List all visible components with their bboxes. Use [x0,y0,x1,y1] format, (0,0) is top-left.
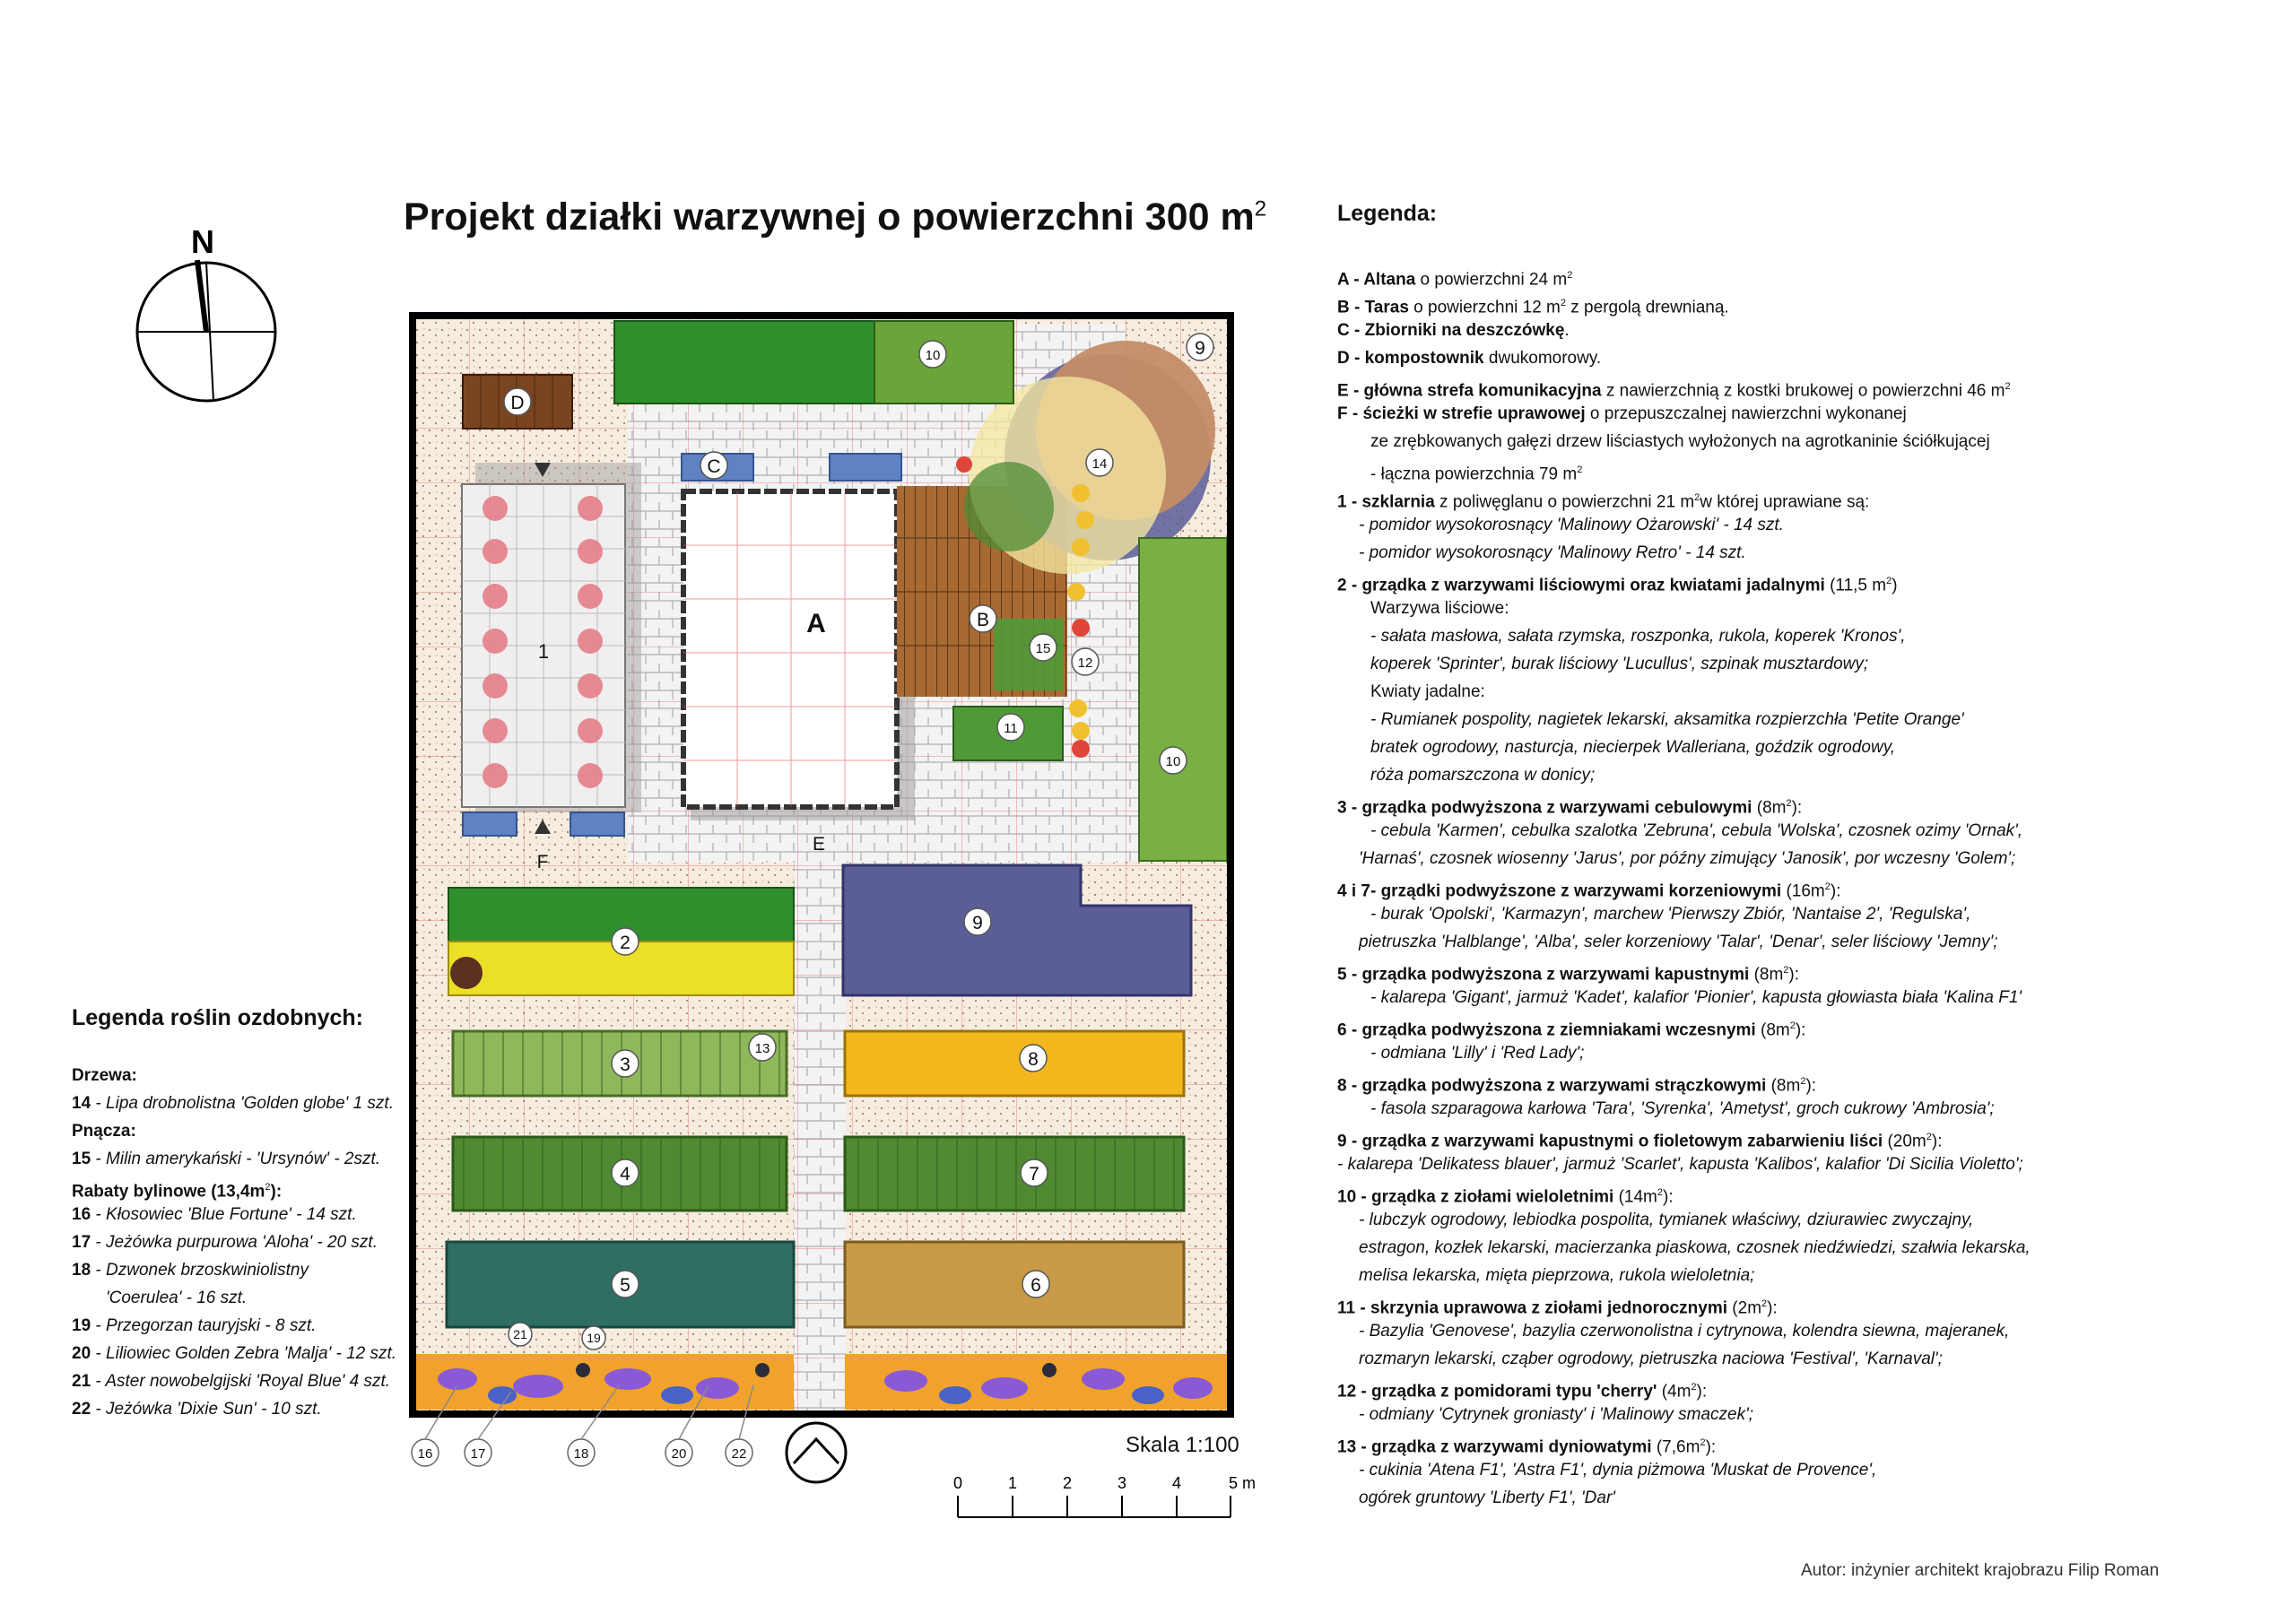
legend-item: - cukinia 'Atena F1', 'Astra F1', dynia piżmowa 'Muskat de Provence', [1359,1461,1877,1480]
ornamental-legend-item: 20 - Liliowiec Golden Zebra 'Malja' - 12 szt. [72,1344,397,1363]
legend-item: 13 - grządka z warzywami dyniowatymi $(7,6m^2)$: [1337,1437,1717,1457]
legend-item: - burak 'Opolski', 'Karmazyn', marchew 'Pierwszy Zbiór, 'Nantaise 2', 'Regulska', [1370,905,1971,924]
bed-10-right [1139,538,1227,861]
label-7: 7 [1029,1164,1039,1185]
label-9a: 9 [972,913,983,933]
pavilion-a [683,491,897,807]
legend-item: 2 - grządka z warzywami liściowymi oraz kwiatami jadalnymi (11,5 $m^2$) [1337,576,1898,595]
label-16: 16 [417,1446,433,1462]
legend-item: Warzywa liściowe: [1370,599,1509,618]
legend-item: bratek ogrodowy, nasturcja, niecierpek Walleriana, goździk ogrodowy, [1370,738,1896,757]
svg-text:0: 0 [952,1474,963,1492]
ornamental-legend-item: Drzewa: [72,1066,137,1085]
label-10a: 10 [925,348,941,363]
legend-item: C - Zbiorniki na deszczówkę. [1337,321,1570,340]
label-5: 5 [620,1275,631,1296]
label-e: E [812,834,826,855]
north-arrow [137,223,275,401]
legend-item: 8 - grządka podwyższona z warzywami strączkowymi $(8m^2)$: [1337,1076,1817,1096]
legend-item: F - ścieżki w strefie uprawowej o przepuszczalnej nawierzchni wykonanej [1337,404,1907,423]
legend-item: koperek 'Sprinter', burak liściowy 'Lucullus', szpinak musztardowy; [1370,655,1869,673]
ornamental-legend-item: 19 - Przegorzan tauryjski - 8 szt. [72,1316,317,1335]
legend-item: - Bazylia 'Genovese', bazylia czerwonolistna i cytrynowa, kolendra siewna, majeranek, [1359,1322,2010,1341]
scale-label: Skala 1:100 [1126,1433,1239,1457]
label-1: 1 [537,640,550,663]
ornamental-legend-item: 18 - Dzwonek brzoskwiniolistny [72,1261,309,1280]
legend-item: B - Taras o powierzchni 12 $m^2$ z pergolą drewnianą. [1337,298,1729,317]
label-9b: 9 [1195,338,1205,359]
legend-item: ze zrębkowanych gałęzi drzew liściastych wyłożonych na agrotkaninie ściółkującej [1370,432,1990,451]
label-6: 6 [1031,1275,1041,1296]
legend-item: - Rumianek pospolity, nagietek lekarski, aksamitka rozpierzchła 'Petite Orange' [1370,710,1964,729]
ornamental-legend-title: Legenda roślin ozdobnych: [72,1005,364,1030]
ornamental-legend-item: 22 - Jeżówka 'Dixie Sun' - 10 szt. [72,1400,322,1419]
legend-item: 12 - grządka z pomidorami typu 'cherry' $(4m^2)$: [1337,1382,1708,1402]
rain-tank-c2 [830,454,901,481]
label-3: 3 [620,1055,631,1075]
ornamental-legend-item: 16 - Kłosowiec 'Blue Fortune' - 14 szt. [72,1205,357,1224]
page-title: Projekt działki warzywnej o powierzchni 300 $m^2$ [404,195,1267,239]
legend-item: - pomidor wysokorosnący 'Malinowy Ożarowski' - 14 szt. [1359,516,1784,534]
label-12: 12 [1077,655,1093,671]
svg-text:1: 1 [1007,1474,1018,1492]
legend-item: - cebula 'Karmen', cebulka szalotka 'Zebruna', cebula 'Wolska', czosnek ozimy 'Ornak', [1370,821,2023,840]
legend-title: Legenda: [1337,201,1438,226]
ornamental-legend-item: 15 - Milin amerykański - 'Ursynów' - 2szt. [72,1150,381,1168]
legend-item: 9 - grządka z warzywami kapustnymi o fioletowym zabarwieniu liści $(20m^2)$: [1337,1132,1943,1151]
legend-item: - łączna powierzchnia 79 $m^2$ [1370,464,1583,484]
legend-item: 6 - grządka podwyższona z ziemniakami wczesnymi $(8m^2)$: [1337,1020,1806,1040]
bed-8 [845,1031,1184,1096]
legend-item: - odmiany 'Cytrynek groniasty' i 'Malinowy smaczek'; [1359,1405,1754,1424]
svg-text:N: N [191,223,214,260]
label-22: 22 [731,1446,747,1462]
legend-item: 10 - grządka z ziołami wieloletnimi $(14m^2)$: [1337,1187,1674,1207]
legend-item: A - Altana o powierzchni 24 $m^2$ [1337,270,1573,290]
ornamental-legend-item: Pnącza: [72,1122,136,1141]
legend-item: 4 i 7- grządki podwyższone z warzywami korzeniowymi $(16m^2)$: [1337,881,1841,901]
legend-item: - lubczyk ogrodowy, lebiodka pospolita, tymianek właściwy, dziurawiec zwyczajny, [1359,1211,1974,1229]
legend-item: 'Harnaś', czosnek wiosenny 'Jarus', por późny zimujący 'Janosik', por wczesny 'Golem'; [1359,849,2016,868]
scale-bar [953,1474,1256,1517]
legend-item: Kwiaty jadalne: [1370,682,1485,701]
label-21: 21 [513,1327,527,1341]
legend-item: D - kompostownik dwukomorowy. [1337,349,1602,368]
ornamental-legend-item: 21 - Aster nowobelgijski 'Royal Blue' 4 szt. [72,1372,391,1391]
label-4: 4 [620,1164,631,1185]
svg-text:5 m: 5 m [1228,1474,1257,1492]
bed-6 [845,1242,1184,1327]
legend-item: - fasola szparagowa karłowa 'Tara', 'Syrenka', 'Ametyst', groch cukrowy 'Ambrosia'; [1370,1099,1995,1118]
legend-item: pietruszka 'Halblange', 'Alba', seler korzeniowy 'Talar', 'Denar', seler liściowy 'Jemny'; [1359,933,1998,951]
label-10b: 10 [1165,754,1181,769]
svg-text:3: 3 [1117,1474,1127,1492]
label-15: 15 [1035,641,1051,656]
label-13: 13 [754,1041,770,1056]
svg-text:2: 2 [1062,1474,1073,1492]
legend-item: róża pomarszczona w donicy; [1370,766,1596,785]
label-f: F [536,852,549,872]
label-2: 2 [620,933,631,953]
ornamental-legend-item: 'Coerulea' - 16 szt. [106,1289,248,1307]
legend-item: - odmiana 'Lilly' i 'Red Lady'; [1370,1044,1585,1063]
bed-10-top-left [614,321,874,404]
label-8: 8 [1028,1049,1039,1070]
legend-item: melisa lekarska, mięta pieprzowa, rukola wieloletnia; [1359,1266,1755,1285]
legend-item: 11 - skrzynia uprawowa z ziołami jednorocznymi $(2m^2)$: [1337,1298,1778,1318]
ornamental-legend-item: 17 - Jeżówka purpurowa 'Aloha' - 20 szt. [72,1233,378,1252]
legend-item: 5 - grządka podwyższona z warzywami kapustnymi $(8m^2)$: [1337,965,1800,985]
label-20: 20 [671,1446,687,1462]
label-d: D [510,393,525,413]
legend-item: E - główna strefa komunikacyjna z nawierzchnią z kostki brukowej o powierzchni 46 $m^2$ [1337,381,2011,401]
legend-item: 1 - szklarnia z poliwęglanu o powierzchni 21 $m^2w$ której uprawiane są: [1337,492,1870,512]
legend-item: - sałata masłowa, sałata rzymska, roszponka, rukola, koperek 'Kronos', [1370,627,1906,646]
label-18: 18 [573,1446,589,1462]
legend-item: - pomidor wysokorosnący 'Malinowy Retro' - 14 szt. [1359,543,1746,562]
label-c: C [707,456,721,477]
ornamental-legend-item: Rabaty bylinowe $(13,4m^2)$: [72,1182,283,1202]
label-19: 19 [587,1331,601,1345]
legend-item: rozmaryn lekarski, cząber ogrodowy, pietruszka naciowa 'Festival', 'Karnaval'; [1359,1350,1943,1368]
label-11: 11 [1004,721,1018,736]
legend-item: - kalarepa 'Gigant', jarmuż 'Kadet', kalafior 'Pionier', kapusta głowiasta biała 'Kalina F1' [1370,988,2022,1007]
legend-item: estragon, kozłek lekarski, macierzanka piaskowa, czosnek niedźwiedzi, szałwia lekarska, [1359,1238,2031,1257]
label-14: 14 [1091,456,1108,472]
legend-item: - kalarepa 'Delikatess blauer', jarmuż 'Scarlet', kapusta 'Kalibos', kalafior 'Di Sicilia Violetto'; [1337,1155,2023,1174]
ornamental-legend-item: 14 - Lipa drobnolistna 'Golden globe' 1 szt. [72,1094,394,1113]
label-17: 17 [470,1446,486,1462]
entrance-icon [787,1423,846,1482]
legend-item: ogórek gruntowy 'Liberty F1', 'Dar' [1359,1488,1615,1507]
label-b: B [976,610,990,630]
author-credit: Autor: inżynier architekt krajobrazu Filip Roman [1801,1561,2160,1580]
svg-text:4: 4 [1171,1474,1182,1492]
label-a: A [806,609,826,638]
legend-item: 3 - grządka podwyższona z warzywami cebulowymi $(8m^2)$: [1337,798,1803,818]
